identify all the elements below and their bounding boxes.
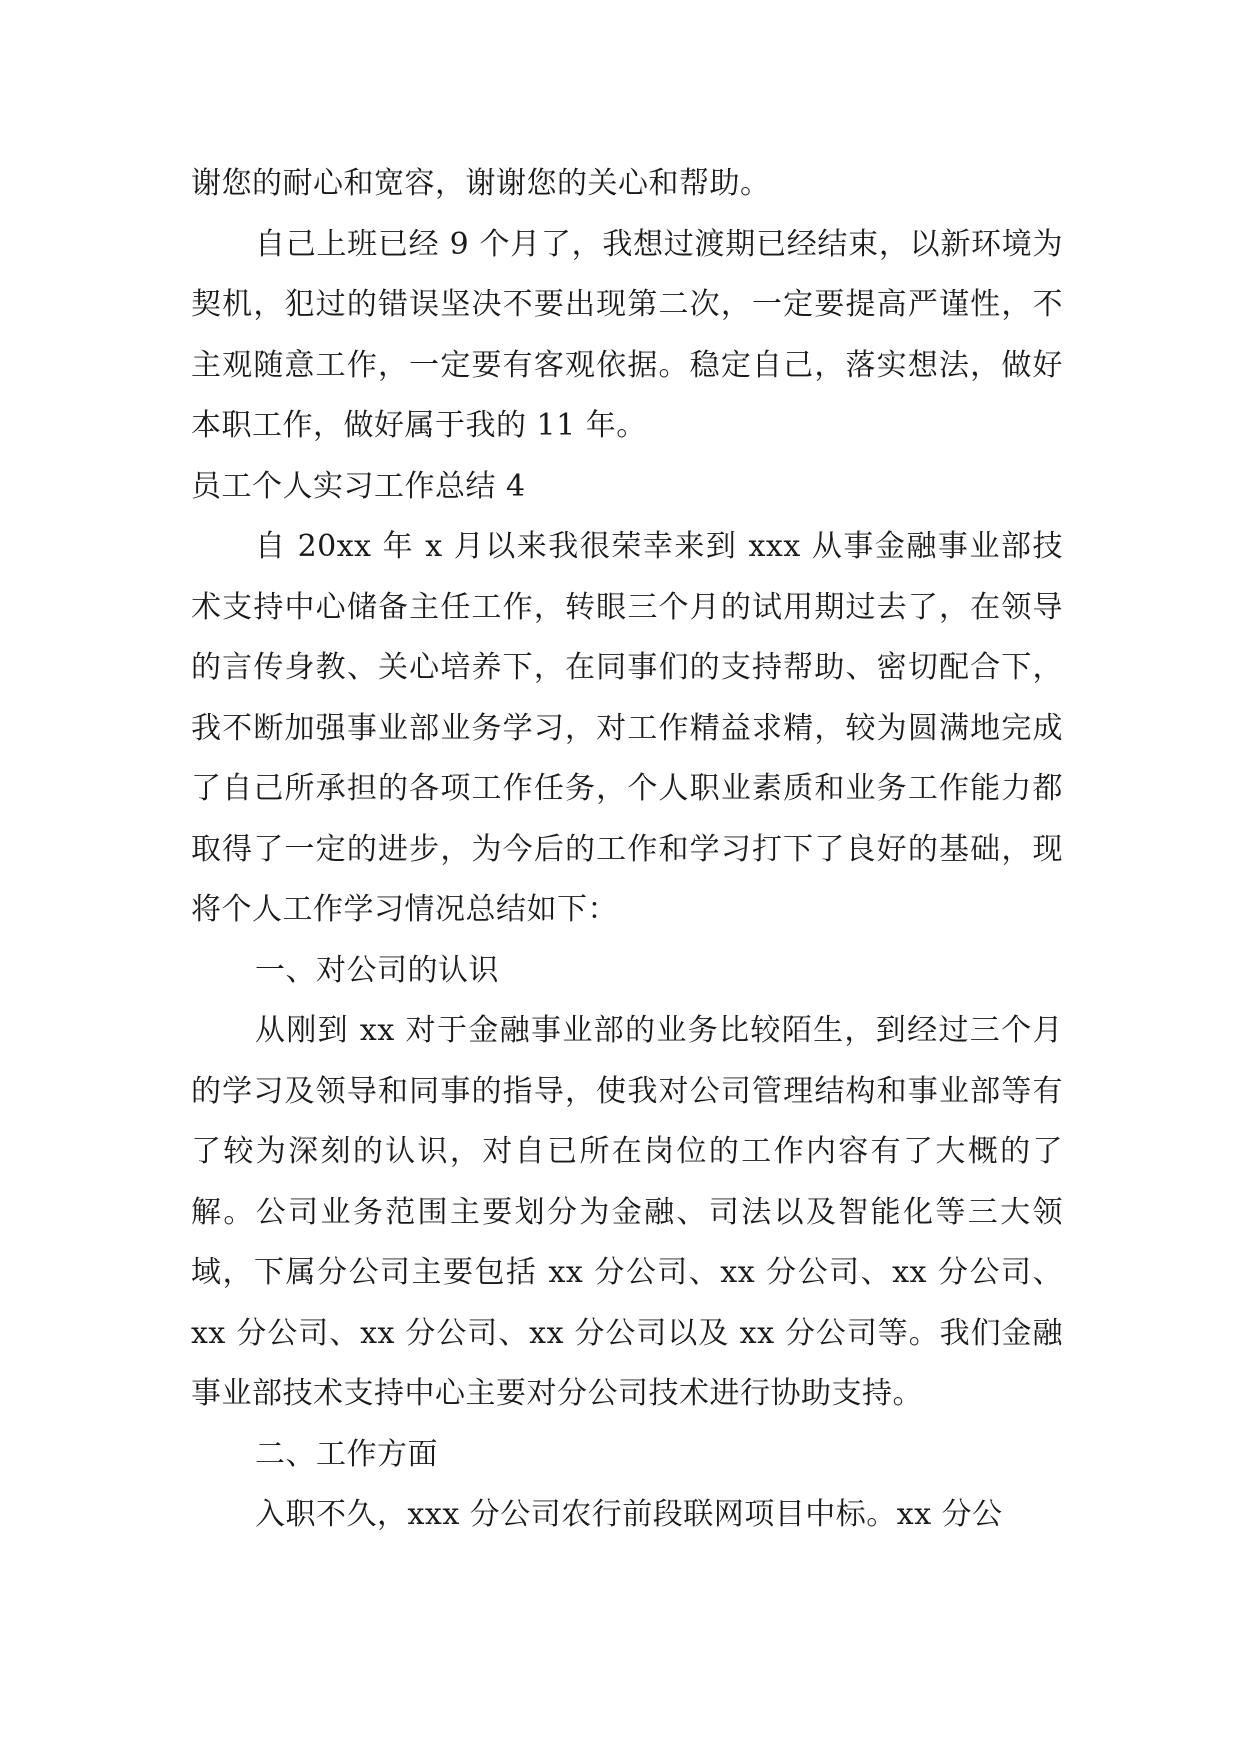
paragraph-continuation: 谢您的耐心和宽容，谢谢您的关心和帮助。 [191, 166, 771, 201]
paragraph-intro: 自 20xx 年 x 月以来我很荣幸来到 xxx 从事金融事业部技术支持中心储备主任工作，转眼三个月的试用期过去了，在领导的言传身教、关心培养下，在同事们的支持帮助、密切配合下，我不断加强事业部业务学习，对工作精益求精，较为圆满地完成了自己所承担的各项工作任务，个人职业素质和业务工作能力都取得了一定的进步，为今后的工作和学习打下了良好的基础，现将个人工作学习情况总结如下： [191, 529, 1063, 927]
document-body [191, 154, 1063, 1546]
subheading-company-understanding: 一、对公司的认识 [255, 952, 499, 988]
section-title: 员工个人实习工作总结 4 [191, 468, 526, 504]
subheading-work-aspects: 二、工作方面 [255, 1436, 438, 1472]
paragraph-work-reflection: 自己上班已经 9 个月了，我想过渡期已经结束，以新环境为契机，犯过的错误坚决不要出现第二次，一定要提高严谨性，不主观随意工作，一定要有客观依据。稳定自己，落实想法，做好本职工作，做好属于我的 11 年。 [191, 226, 1063, 443]
paragraph-work-aspects: 入职不久，xxx 分公司农行前段联网项目中标。xx 分公 [255, 1497, 1003, 1532]
paragraph-company-understanding: 从刚到 xx 对于金融事业部的业务比较陌生，到经过三个月的学习及领导和同事的指导，使我对公司管理结构和事业部等有了较为深刻的认识，对自已所在岗位的工作内容有了大概的了解。公司业务范围主要划分为金融、司法以及智能化等三大领域，下属分公司主要包括 xx 分公司、xx 分公司、xx 分公司、xx 分公司、xx 分公司、xx 分公司以及 xx 分公司等。我们金融事业部技术支持中心主要对分公司技术进行协助支持。 [191, 1013, 1063, 1411]
